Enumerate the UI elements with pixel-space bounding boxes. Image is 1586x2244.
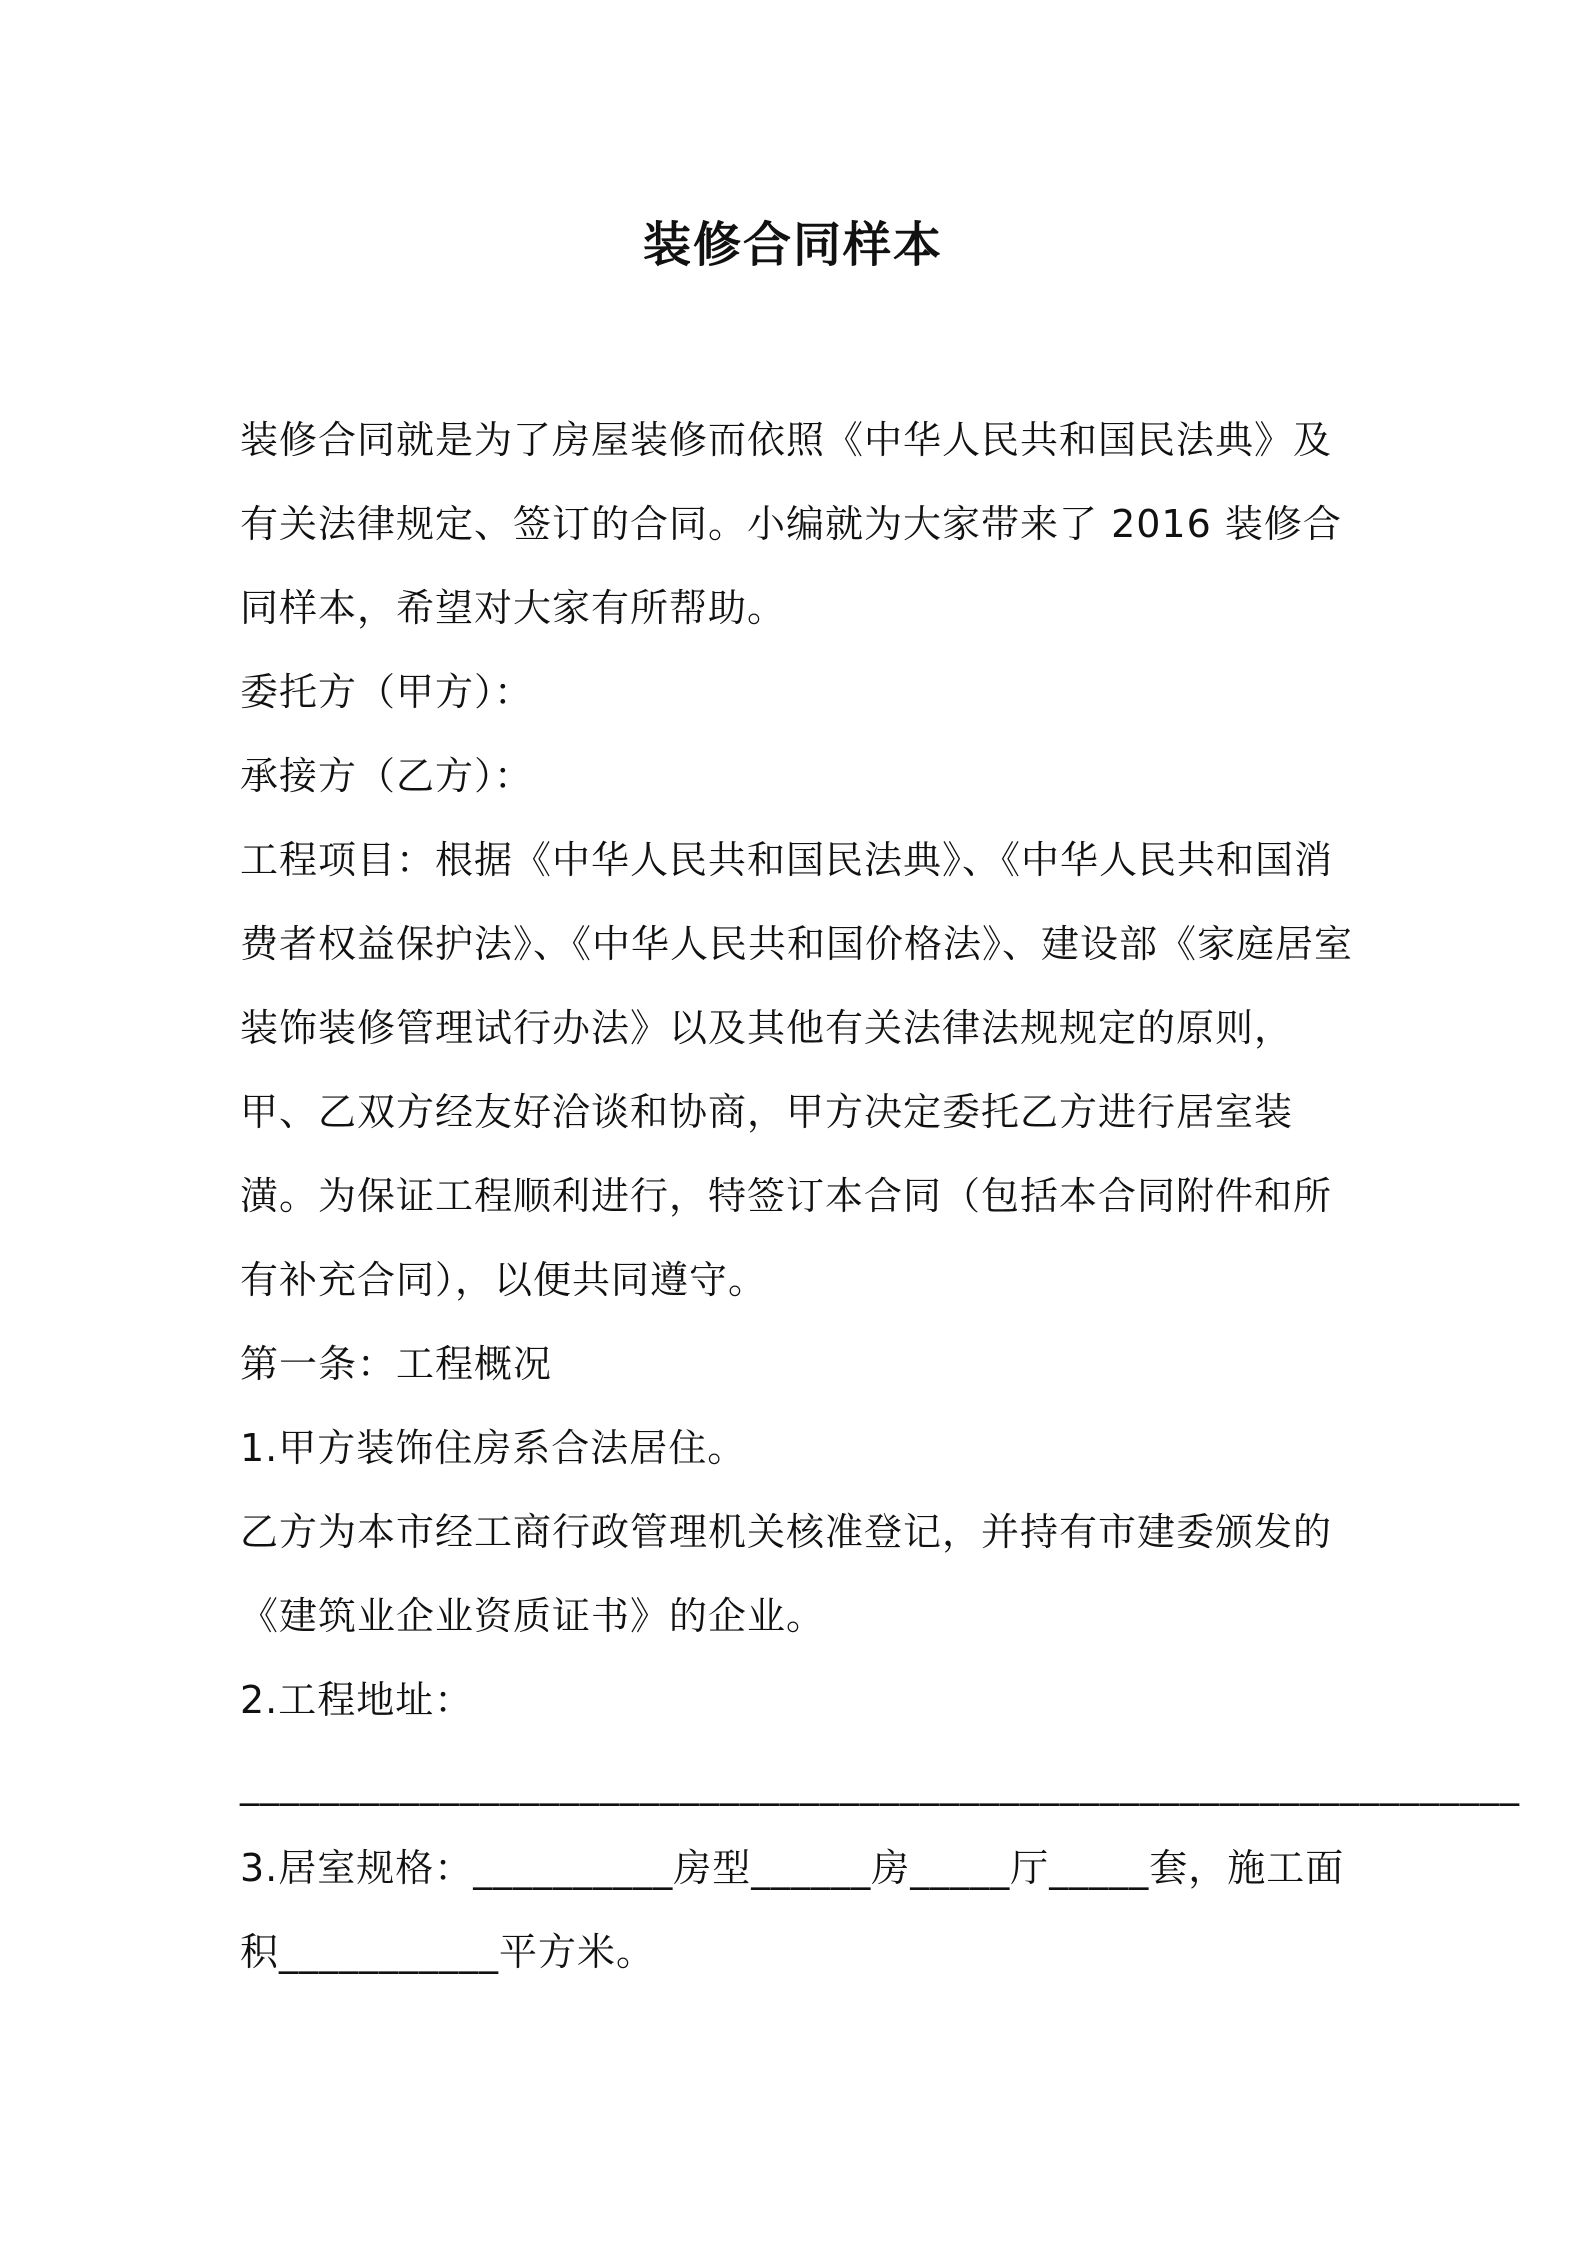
document-title: 装修合同样本 [642, 217, 943, 273]
document-body [240, 398, 1520, 1994]
article-one-heading: 第一条：工程概况 [240, 1342, 553, 1386]
clause-2-address-label: 2.工程地址： [240, 1678, 474, 1722]
intro-paragraph: 装修合同就是为了房屋装修而依照《中华人民共和国民法典》及有关法律规定、签订的合同。小编就为大家带来了 2016 装修合同样本，希望对大家有所帮助。 [240, 418, 1342, 630]
clause-1: 1.甲方装饰住房系合法居住。 [240, 1426, 747, 1470]
party-a-line: 委托方（甲方）： [240, 670, 534, 714]
clause-1-detail: 乙方为本市经工商行政管理机关核准登记，并持有市建委颁发的《建筑业企业资质证书》的企业。 [240, 1510, 1333, 1638]
address-blank-line: ________________________________________________________________ [240, 1762, 1520, 1806]
project-paragraph: 工程项目：根据《中华人民共和国民法典》、《中华人民共和国消费者权益保护法》、《中华人民共和国价格法》、建设部《家庭居室装饰装修管理试行办法》以及其他有关法律法规规定的原则，甲、乙双方经友好洽谈和协商，甲方决定委托乙方进行居室装潢。为保证工程顺利进行，特签订本合同（包括本合同附件和所有补充合同），以便共同遵守。 [240, 838, 1354, 1302]
party-b-line: 承接方（乙方）： [240, 754, 534, 798]
clause-3-room-spec: 3.居室规格：__________房型______房_____厅_____套，施工面积___________平方米。 [240, 1846, 1345, 1974]
